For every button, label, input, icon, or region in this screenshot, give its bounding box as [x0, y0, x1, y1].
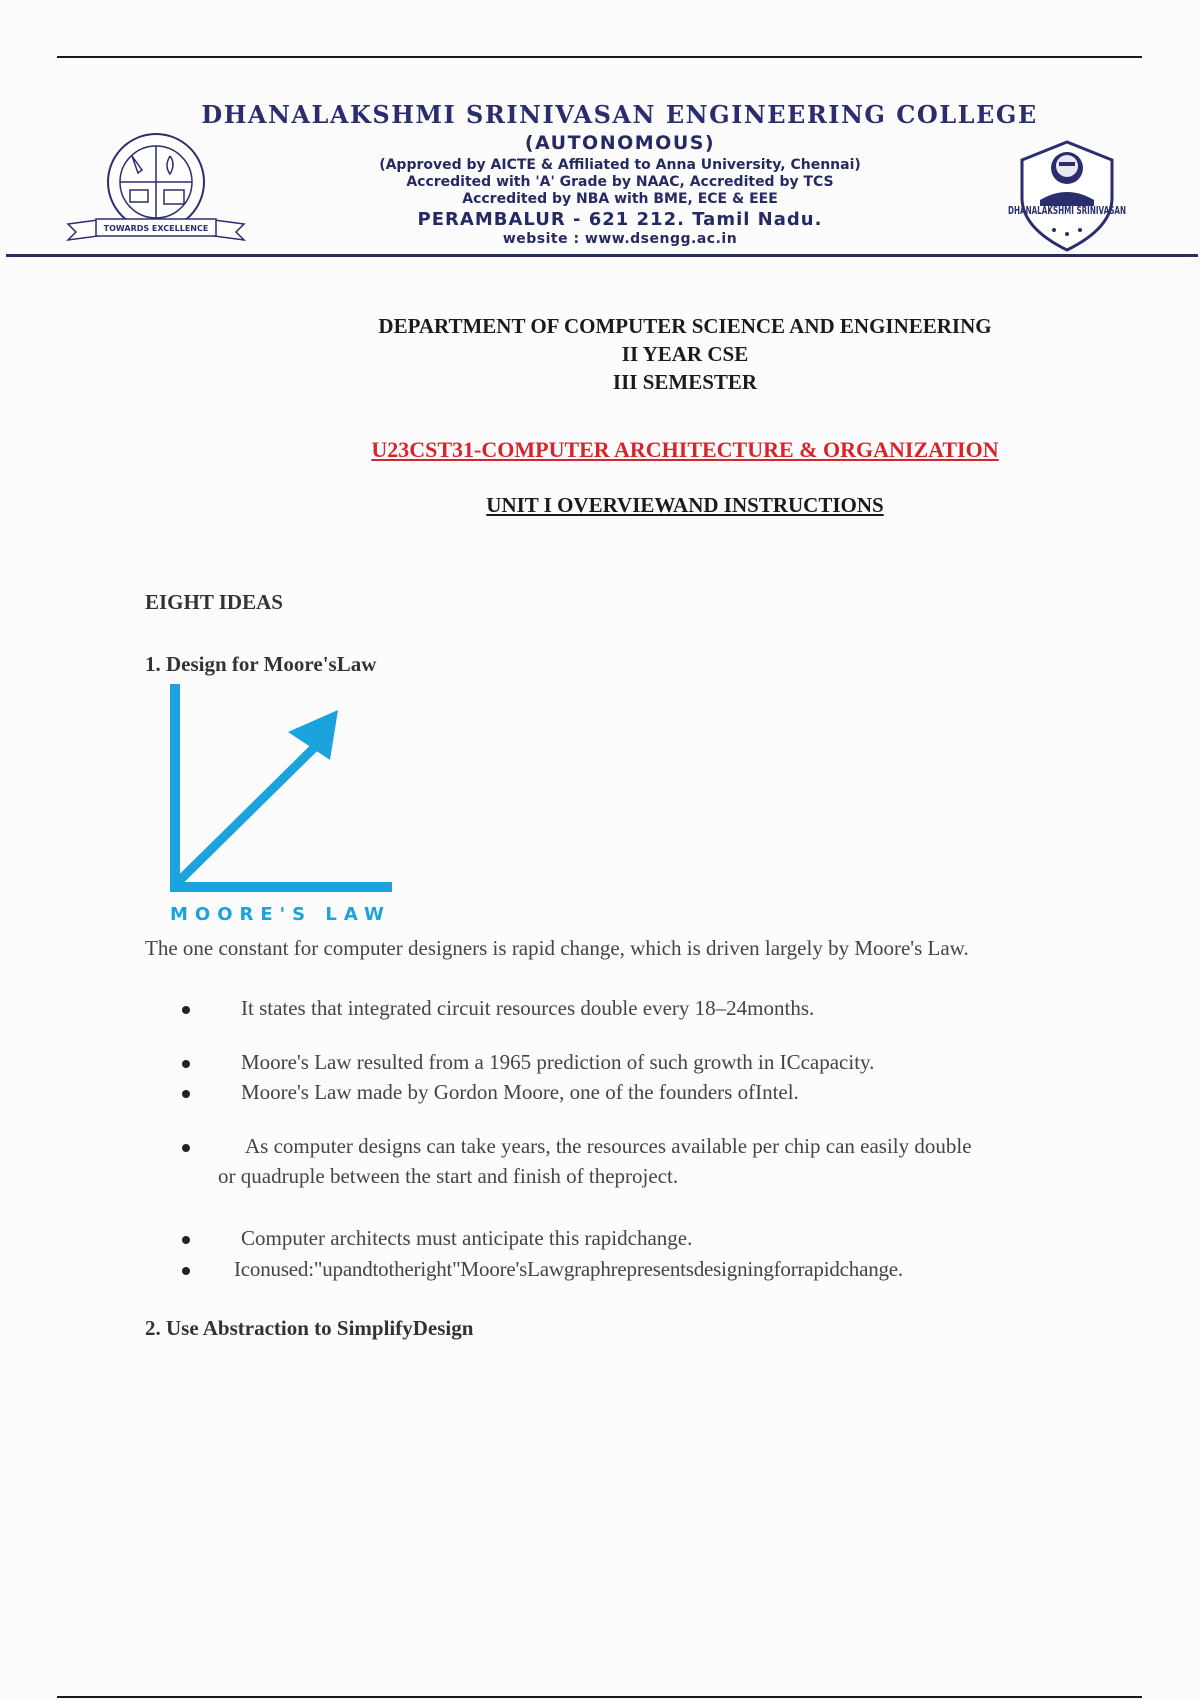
list-item: Moore's Law resulted from a 1965 prediction of such growth in ICcapacity.: [241, 1050, 875, 1074]
college-name: DHANALAKSHMI SRINIVASAN ENGINEERING COLLEGE: [201, 100, 1038, 129]
unit-title: UNIT I OVERVIEWAND INSTRUCTIONS: [486, 493, 884, 517]
bullet-icon: [182, 1060, 190, 1068]
bullet-icon: [182, 1144, 190, 1152]
letterhead-divider: [6, 254, 1198, 257]
logo-label: DHANALAKSHMI SRINIVASAN: [1008, 204, 1126, 217]
college-location: PERAMBALUR - 621 212. Tamil Nadu.: [417, 209, 823, 230]
section1-title: 1. Design for Moore'sLaw: [145, 652, 377, 676]
moores-law-graph-icon: [170, 680, 400, 930]
top-rule: [57, 56, 1142, 58]
list-item: As computer designs can take years, the resources available per chip can easily double: [245, 1134, 972, 1158]
bottom-rule: [57, 1696, 1142, 1698]
list-item-continuation: or quadruple between the start and finish of theproject.: [218, 1164, 679, 1188]
list-item: Moore's Law made by Gordon Moore, one of the founders ofIntel.: [241, 1080, 799, 1104]
naac-accreditation: Accredited with 'A' Grade by NAAC, Accredited by TCS: [406, 174, 834, 190]
year-label: II YEAR CSE: [621, 342, 749, 366]
autonomous-label: (AUTONOMOUS): [524, 132, 716, 154]
section2-title: 2. Use Abstraction to SimplifyDesign: [145, 1316, 474, 1340]
department-title: DEPARTMENT OF COMPUTER SCIENCE AND ENGINEERING: [378, 314, 992, 338]
approval-line: (Approved by AICTE & Affiliated to Anna University, Chennai): [379, 157, 861, 173]
letterhead: [0, 90, 1200, 260]
course-title: U23CST31-COMPUTER ARCHITECTURE & ORGANIZATION: [371, 437, 999, 462]
list-item: It states that integrated circuit resources double every 18–24months.: [241, 996, 815, 1020]
seal-motto: TOWARDS EXCELLENCE: [103, 224, 209, 233]
college-seal-icon: [66, 132, 246, 250]
college-website: website : www.dsengg.ac.in: [502, 231, 738, 247]
intro-paragraph: The one constant for computer designers is rapid change, which is driven largely by Moore's Law.: [145, 936, 969, 960]
semester-label: III SEMESTER: [612, 370, 758, 394]
nba-accreditation: Accredited by NBA with BME, ECE & EEE: [462, 191, 778, 207]
bullet-icon: [182, 1236, 190, 1244]
list-item: Computer architects must anticipate this rapidchange.: [241, 1226, 693, 1250]
bullet-icon: [182, 1267, 190, 1275]
group-logo-icon: [1002, 130, 1132, 252]
list-item: Iconused:"upandtotheright"Moore'sLawgraphrepresentsdesigningforrapidchange.: [234, 1257, 903, 1281]
bullet-icon: [182, 1006, 190, 1014]
figure-caption: MOORE'S LAW: [170, 904, 391, 925]
bullet-icon: [182, 1090, 190, 1098]
section-heading: EIGHT IDEAS: [145, 590, 283, 614]
